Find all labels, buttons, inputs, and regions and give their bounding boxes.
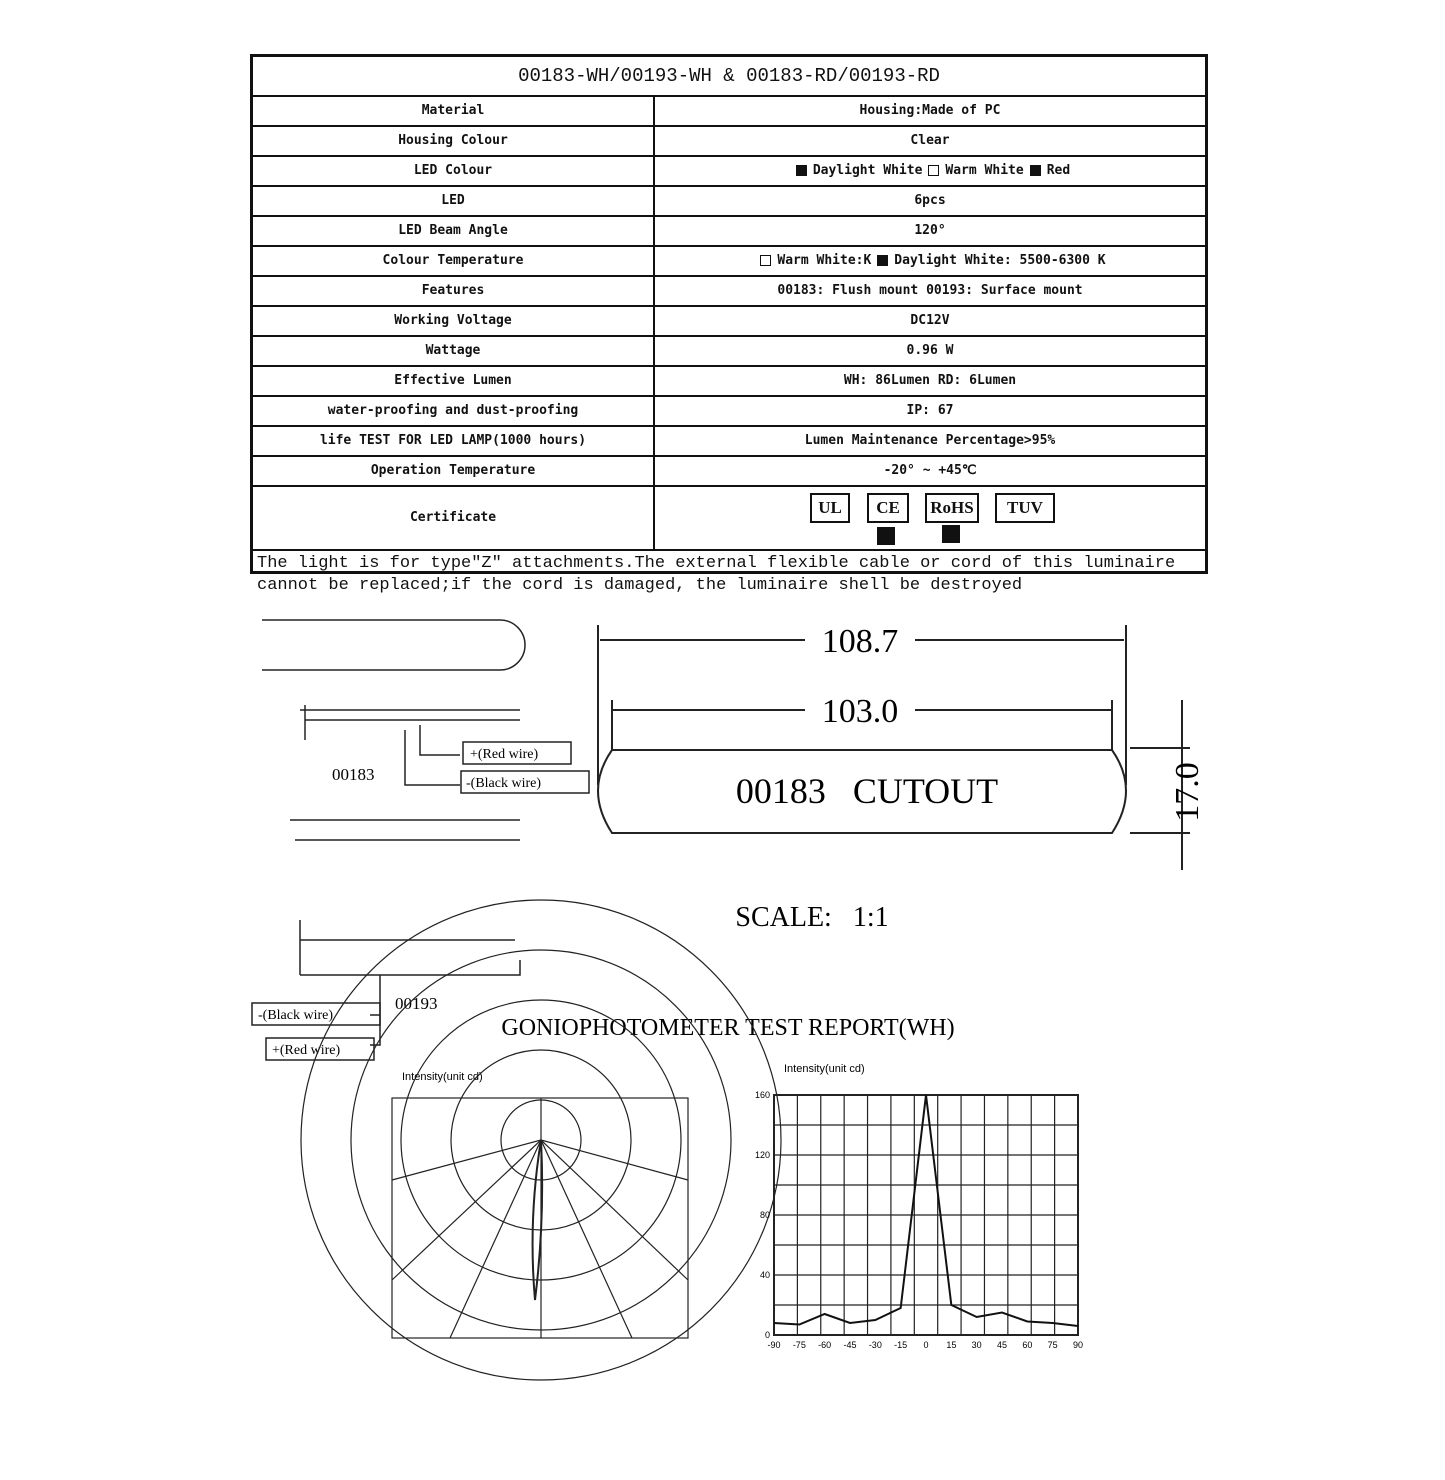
x-tick-label: -45: [843, 1340, 857, 1350]
daylight-checkbox: [877, 255, 888, 266]
spec-row: [253, 427, 1205, 457]
spec-value: 6pcs: [914, 193, 946, 208]
x-tick-label: -60: [818, 1340, 832, 1350]
y-tick-label: 40: [759, 1270, 770, 1280]
spec-row: [253, 397, 1205, 427]
red-wire-label: +(Red wire): [470, 747, 539, 762]
led-colour-checkbox: [1030, 165, 1041, 176]
spec-value: DC12V: [910, 313, 950, 328]
spec-row: [253, 457, 1205, 487]
daylight-temp: Daylight White: 5500-6300 K: [894, 253, 1106, 268]
spec-key: Effective Lumen: [253, 367, 655, 395]
spec-value: 120°: [914, 223, 946, 238]
certificate-label: Certificate: [253, 487, 655, 549]
y-tick-label: 160: [754, 1090, 770, 1100]
spec-key: Working Voltage: [253, 307, 655, 335]
x-tick-label: 45: [996, 1340, 1008, 1350]
spec-value: Housing:Made of PC: [859, 103, 1001, 118]
spec-row: [253, 277, 1205, 307]
x-tick-label: 60: [1022, 1340, 1033, 1350]
cert-ce: CE: [867, 493, 909, 523]
cert-rohs: RoHS: [925, 493, 979, 523]
sketch-top: [262, 620, 525, 670]
x-tick-label: 75: [1047, 1340, 1058, 1350]
spec-value: IP: 67: [906, 403, 954, 418]
x-tick-label: 0: [923, 1340, 929, 1350]
warm-white-checkbox: [760, 255, 771, 266]
spec-key: Operation Temperature: [253, 457, 655, 485]
dim-total: 108.7: [821, 623, 899, 660]
spec-key: Material: [253, 97, 655, 125]
y-tick-label: 80: [759, 1210, 770, 1220]
spec-row: [253, 217, 1205, 247]
dim-inner: 103.0: [821, 693, 899, 730]
spec-row: [253, 247, 1205, 277]
spec-key: LED Colour: [253, 157, 655, 185]
spec-value: Clear: [910, 133, 950, 148]
intensity-line: [774, 1095, 1078, 1326]
led-colour-option: Daylight White: [812, 163, 923, 178]
linear-chart: [755, 1090, 1083, 1350]
spec-key: Features: [253, 277, 655, 305]
note-line-1: The light is for type"Z" attachments.The external flexible cable or cord of this luminaire: [257, 554, 1176, 573]
spec-key: LED Beam Angle: [253, 217, 655, 245]
led-colour-checkbox: [796, 165, 807, 176]
dim-height: 17.0: [1169, 762, 1206, 822]
cert-ul: UL: [810, 493, 850, 523]
spec-table: [250, 54, 1208, 595]
model-00183-label: 00183: [332, 765, 375, 784]
spec-value: Lumen Maintenance Percentage>95%: [804, 433, 1056, 448]
dimension-drawing: [0, 580, 1445, 1480]
x-tick-label: 15: [946, 1340, 957, 1350]
led-colour-option: Red: [1046, 163, 1071, 178]
black-wire-label: -(Black wire): [466, 776, 542, 791]
y-tick-label: 120: [754, 1150, 770, 1160]
spec-row: [253, 157, 1205, 187]
polar-ylabel: Intensity(unit cd): [402, 1071, 483, 1083]
spec-value: WH: 86Lumen RD: 6Lumen: [843, 373, 1017, 388]
certificate-marks: [655, 487, 1205, 549]
cert-tuv: TUV: [995, 493, 1055, 523]
cert-rohs-check: [942, 525, 960, 543]
x-tick-label: -90: [767, 1340, 781, 1350]
spec-row: [253, 337, 1205, 367]
spec-value: -20° ~ +45℃: [883, 463, 977, 478]
spec-key: Housing Colour: [253, 127, 655, 155]
led-colour-option: Warm White: [945, 163, 1024, 178]
spec-row: [253, 307, 1205, 337]
x-tick-label: -15: [894, 1340, 908, 1350]
red-wire-label-b: +(Red wire): [272, 1043, 341, 1058]
report-title: GONIOPHOTOMETER TEST REPORT(WH): [501, 1015, 955, 1041]
spec-key: Colour Temperature: [253, 247, 655, 275]
black-wire-label-b: -(Black wire): [258, 1008, 334, 1023]
scale-label: SCALE: 1:1: [735, 902, 889, 933]
led-colour-checkbox: [928, 165, 939, 176]
spec-row: [253, 367, 1205, 397]
polar-chart: [301, 900, 781, 1380]
note-line-2: cannot be replaced;if the cord is damaged, the luminaire shell be destroyed: [257, 576, 1023, 595]
spec-value: 00183: Flush mount 00193: Surface mount: [777, 283, 1083, 298]
spec-row: [253, 97, 1205, 127]
x-tick-label: 30: [971, 1340, 982, 1350]
y-tick-label: 0: [764, 1330, 770, 1340]
spec-title: 00183-WH/00193-WH & 00183-RD/00193-RD: [253, 57, 1205, 97]
spec-row: [253, 127, 1205, 157]
linear-ylabel: Intensity(unit cd): [784, 1063, 865, 1075]
certificate-row: [253, 487, 1205, 551]
spec-value: [655, 157, 1205, 185]
spec-key: LED: [253, 187, 655, 215]
spec-key: Wattage: [253, 337, 655, 365]
spec-value: [655, 247, 1205, 275]
x-tick-label: -75: [792, 1340, 806, 1350]
cert-ce-check: [877, 527, 895, 545]
spec-value: 0.96 W: [906, 343, 954, 358]
cutout-label: 00183 CUTOUT: [735, 771, 999, 811]
spec-key: life TEST FOR LED LAMP(1000 hours): [253, 427, 655, 455]
spec-row: [253, 187, 1205, 217]
model-00193-label: 00193: [395, 994, 438, 1013]
x-tick-label: -30: [868, 1340, 882, 1350]
spec-key: water-proofing and dust-proofing: [253, 397, 655, 425]
warm-white-temp: Warm White:K: [777, 253, 872, 268]
x-tick-label: 90: [1072, 1340, 1084, 1350]
